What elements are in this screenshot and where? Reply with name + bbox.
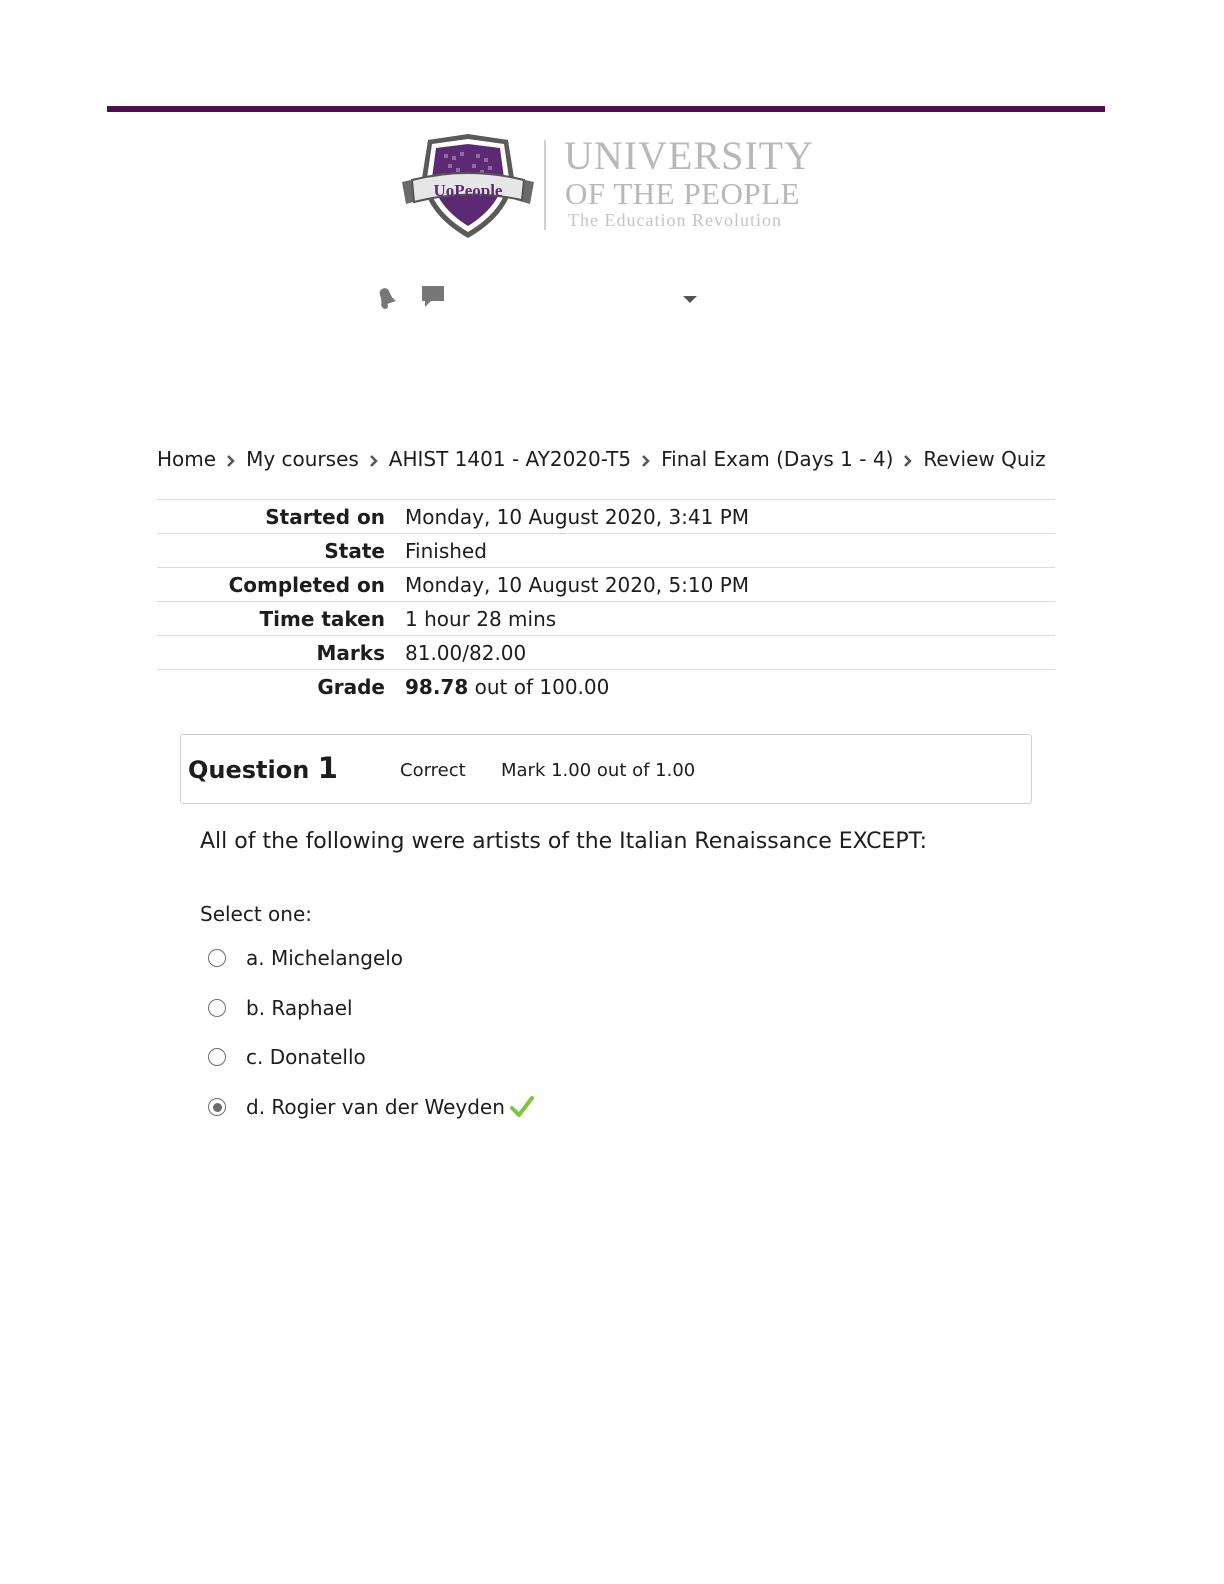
grade-suffix: out of 100.00 xyxy=(468,674,610,699)
grade-score: 98.78 xyxy=(405,674,469,699)
answer-option-label: b. Raphael xyxy=(246,996,353,1020)
radio-button[interactable] xyxy=(208,1048,226,1066)
university-logo[interactable] xyxy=(398,130,818,245)
quiz-review-summary xyxy=(157,499,1055,704)
summary-row-time-taken xyxy=(157,602,1055,636)
breadcrumb-my-courses[interactable]: My courses xyxy=(246,447,359,471)
question-grade: Mark 1.00 out of 1.00 xyxy=(501,760,696,781)
summary-row-started-on xyxy=(157,500,1055,534)
answer-option-label: a. Michelangelo xyxy=(246,946,404,970)
breadcrumb-review-quiz[interactable]: Review Quiz xyxy=(923,447,1046,471)
bell-icon[interactable] xyxy=(373,284,399,310)
chevron-right-icon xyxy=(216,447,246,471)
summary-value: Monday, 10 August 2020, 3:41 PM xyxy=(405,500,1055,534)
question-text: All of the following were artists of the Italian Renaissance EXCEPT: xyxy=(200,829,928,854)
brand-name-line2: OF THE PEOPLE xyxy=(565,176,801,211)
answer-option-b[interactable] xyxy=(208,994,353,1022)
question-info-box xyxy=(180,734,1032,804)
summary-label: Grade xyxy=(317,674,385,699)
breadcrumb-final-exam[interactable]: Final Exam (Days 1 - 4) xyxy=(661,447,894,471)
summary-label: Marks xyxy=(157,636,405,670)
question-label: Question xyxy=(188,756,310,784)
answer-option-label: d. Rogier van der Weyden xyxy=(246,1095,505,1119)
answer-option-d[interactable] xyxy=(208,1093,535,1121)
radio-button[interactable] xyxy=(208,949,226,967)
summary-value: Monday, 10 August 2020, 5:10 PM xyxy=(405,568,1055,602)
summary-value: Finished xyxy=(405,534,1055,568)
summary-label: Completed on xyxy=(157,568,405,602)
brand-tagline: The Education Revolution xyxy=(568,210,782,230)
shield-logo-icon xyxy=(398,130,538,242)
svg-text:UoPeople: UoPeople xyxy=(433,181,503,200)
chevron-right-icon xyxy=(359,447,389,471)
summary-value: 81.00/82.00 xyxy=(405,636,1055,670)
summary-value: 1 hour 28 mins xyxy=(405,602,1055,636)
chevron-right-icon xyxy=(631,447,661,471)
breadcrumb xyxy=(157,447,1046,471)
logo-divider xyxy=(544,140,546,230)
radio-button[interactable] xyxy=(208,999,226,1017)
summary-row-completed-on xyxy=(157,568,1055,602)
header-accent-bar xyxy=(107,106,1105,112)
question-state: Correct xyxy=(400,760,466,781)
summary-row-marks xyxy=(157,636,1055,670)
answer-option-a[interactable] xyxy=(208,944,403,972)
brand-name-line1: UNIVERSITY xyxy=(564,133,814,178)
question-number: 1 xyxy=(317,751,338,785)
select-one-prompt: Select one: xyxy=(200,902,313,926)
answer-option-label: c. Donatello xyxy=(246,1045,366,1069)
summary-label: Started on xyxy=(157,500,405,534)
chat-icon[interactable] xyxy=(420,284,446,310)
question-title xyxy=(188,751,338,785)
summary-label: State xyxy=(157,534,405,568)
radio-button-selected[interactable] xyxy=(208,1098,226,1116)
summary-row-state xyxy=(157,534,1055,568)
summary-value xyxy=(405,670,1055,704)
breadcrumb-course[interactable]: AHIST 1401 - AY2020-T5 xyxy=(388,447,632,471)
summary-row-grade xyxy=(157,670,1055,704)
answer-option-c[interactable] xyxy=(208,1043,366,1071)
breadcrumb-home[interactable]: Home xyxy=(157,447,217,471)
chevron-right-icon xyxy=(893,447,923,471)
summary-label: Time taken xyxy=(157,602,405,636)
checkmark-correct-icon xyxy=(509,1094,535,1120)
caret-down-icon[interactable] xyxy=(683,296,697,303)
